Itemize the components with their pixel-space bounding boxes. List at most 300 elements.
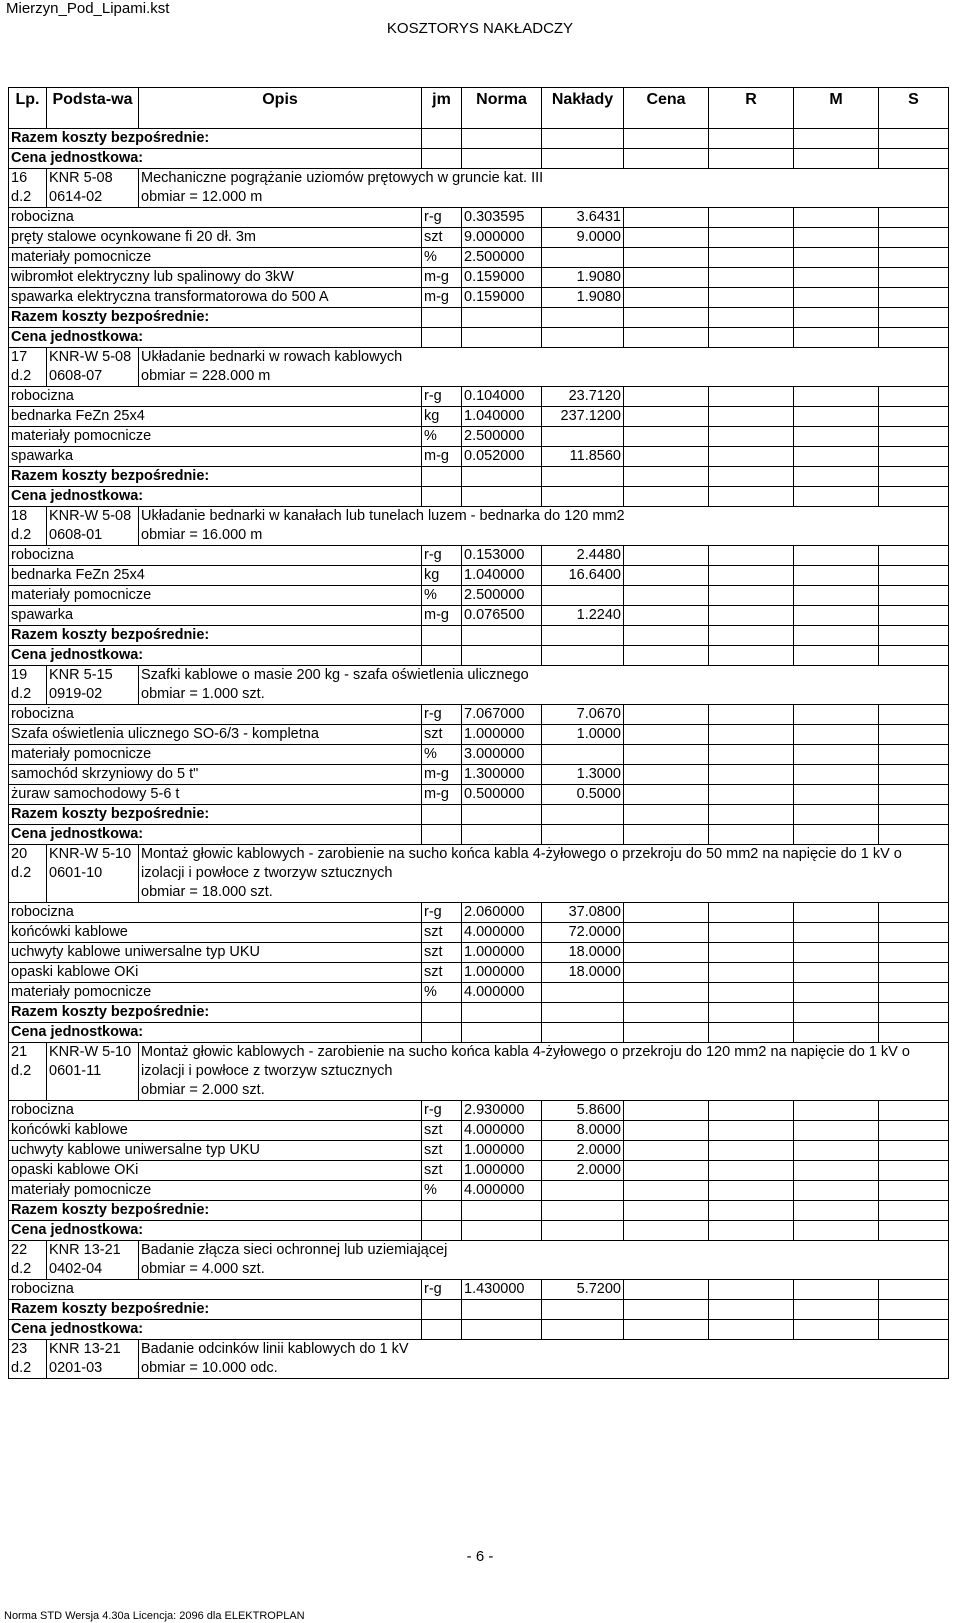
position-description <box>139 1241 949 1280</box>
empty-cell <box>794 1181 879 1201</box>
resource-unit: r-g <box>422 208 462 228</box>
resource-unit: r-g <box>422 903 462 923</box>
empty-cell <box>624 288 709 308</box>
empty-cell <box>624 705 709 725</box>
empty-cell <box>624 606 709 626</box>
empty-cell <box>794 943 879 963</box>
resource-row <box>9 268 949 288</box>
resource-name: żuraw samochodowy 5-6 t <box>9 785 422 805</box>
resource-amount: 9.0000 <box>542 228 624 248</box>
empty-cell <box>709 1161 794 1181</box>
position-lp: 23 d.2 <box>9 1340 47 1379</box>
empty-cell <box>709 149 794 169</box>
empty-cell <box>542 646 624 666</box>
resource-unit: kg <box>422 407 462 427</box>
position-row <box>9 1241 949 1280</box>
empty-cell <box>794 487 879 507</box>
summary-row <box>9 1003 949 1023</box>
resource-unit: r-g <box>422 1280 462 1300</box>
description-text: Układanie bednarki w rowach kablowych <box>141 349 403 365</box>
empty-cell <box>542 308 624 328</box>
summary-row <box>9 626 949 646</box>
empty-cell <box>794 546 879 566</box>
resource-amount: 11.8560 <box>542 447 624 467</box>
position-basis: KNR 5-08 0614-02 <box>47 169 139 208</box>
position-basis: KNR-W 5-08 0608-01 <box>47 507 139 546</box>
empty-cell <box>794 983 879 1003</box>
empty-cell <box>624 903 709 923</box>
empty-cell <box>542 1201 624 1221</box>
empty-cell <box>709 903 794 923</box>
resource-norm: 4.000000 <box>462 1181 542 1201</box>
resource-row <box>9 745 949 765</box>
description-text: Montaż głowic kablowych - zarobienie na sucho końca kabla 4-żyłowego o przekroju do 50 mm2 na napięcie do 1 kV o izolacji i powłoce z tworzyw sztucznych <box>141 846 902 881</box>
empty-cell <box>794 1300 879 1320</box>
resource-row <box>9 606 949 626</box>
table-body <box>9 129 949 1379</box>
resource-name: robocizna <box>9 546 422 566</box>
resource-name: robocizna <box>9 1101 422 1121</box>
empty-cell <box>462 328 542 348</box>
summary-label: Cena jednostkowa: <box>9 1320 422 1340</box>
col-s: S <box>879 88 949 129</box>
empty-cell <box>794 765 879 785</box>
empty-cell <box>422 1023 462 1043</box>
empty-cell <box>794 705 879 725</box>
empty-cell <box>624 407 709 427</box>
resource-name: pręty stalowe ocynkowane fi 20 dł. 3m <box>9 228 422 248</box>
empty-cell <box>794 248 879 268</box>
resource-row <box>9 1101 949 1121</box>
empty-cell <box>794 149 879 169</box>
resource-norm: 1.000000 <box>462 1161 542 1181</box>
summary-row <box>9 328 949 348</box>
empty-cell <box>709 983 794 1003</box>
empty-cell <box>624 1320 709 1340</box>
summary-label: Razem koszty bezpośrednie: <box>9 467 422 487</box>
resource-row <box>9 923 949 943</box>
description-text: Badanie odcinków linii kablowych do 1 kV <box>141 1341 409 1357</box>
empty-cell <box>624 1141 709 1161</box>
resource-amount: 2.4480 <box>542 546 624 566</box>
resource-norm: 2.500000 <box>462 586 542 606</box>
empty-cell <box>624 427 709 447</box>
position-row <box>9 666 949 705</box>
resource-unit: szt <box>422 1121 462 1141</box>
position-lp: 20 d.2 <box>9 845 47 903</box>
empty-cell <box>624 586 709 606</box>
empty-cell <box>624 308 709 328</box>
empty-cell <box>462 646 542 666</box>
empty-cell <box>709 208 794 228</box>
empty-cell <box>794 566 879 586</box>
resource-norm: 7.067000 <box>462 705 542 725</box>
resource-row <box>9 427 949 447</box>
summary-label: Razem koszty bezpośrednie: <box>9 308 422 328</box>
empty-cell <box>709 546 794 566</box>
empty-cell <box>709 1201 794 1221</box>
empty-cell <box>709 705 794 725</box>
quantity-text: obmiar = 12.000 m <box>141 189 263 205</box>
resource-norm: 4.000000 <box>462 923 542 943</box>
description-text: Montaż głowic kablowych - zarobienie na sucho końca kabla 4-żyłowego o przekroju do 120 mm2 na napięcie do 1 kV o izolacji i powłoce z tworzyw sztucznych <box>141 1044 910 1079</box>
resource-unit: % <box>422 427 462 447</box>
resource-amount: 1.3000 <box>542 765 624 785</box>
quantity-text: obmiar = 1.000 szt. <box>141 686 265 702</box>
position-description <box>139 1043 949 1101</box>
resource-row <box>9 963 949 983</box>
position-basis: KNR 13-21 0402-04 <box>47 1241 139 1280</box>
empty-cell <box>879 407 949 427</box>
empty-cell <box>879 705 949 725</box>
position-description <box>139 845 949 903</box>
resource-name: robocizna <box>9 387 422 407</box>
resource-norm: 9.000000 <box>462 228 542 248</box>
col-jm: jm <box>422 88 462 129</box>
empty-cell <box>794 1121 879 1141</box>
resource-norm: 1.000000 <box>462 725 542 745</box>
resource-row <box>9 566 949 586</box>
resource-unit: m-g <box>422 606 462 626</box>
empty-cell <box>624 129 709 149</box>
summary-label: Cena jednostkowa: <box>9 825 422 845</box>
resource-unit: szt <box>422 1141 462 1161</box>
empty-cell <box>422 129 462 149</box>
empty-cell <box>462 487 542 507</box>
summary-label: Cena jednostkowa: <box>9 149 422 169</box>
file-name: Mierzyn_Pod_Lipami.kst <box>6 0 170 17</box>
empty-cell <box>462 1320 542 1340</box>
empty-cell <box>879 467 949 487</box>
empty-cell <box>794 1141 879 1161</box>
resource-amount: 237.1200 <box>542 407 624 427</box>
empty-cell <box>879 288 949 308</box>
empty-cell <box>422 1201 462 1221</box>
empty-cell <box>879 1221 949 1241</box>
empty-cell <box>542 149 624 169</box>
empty-cell <box>624 248 709 268</box>
license-note: Norma STD Wersja 4.30a Licencja: 2096 dla ELEKTROPLAN <box>4 1610 305 1622</box>
resource-name: opaski kablowe OKi <box>9 1161 422 1181</box>
empty-cell <box>794 1101 879 1121</box>
summary-label: Razem koszty bezpośrednie: <box>9 1300 422 1320</box>
resource-row <box>9 1161 949 1181</box>
empty-cell <box>624 328 709 348</box>
empty-cell <box>624 487 709 507</box>
empty-cell <box>879 546 949 566</box>
empty-cell <box>542 1300 624 1320</box>
position-description <box>139 666 949 705</box>
position-basis: KNR 13-21 0201-03 <box>47 1340 139 1379</box>
resource-unit: szt <box>422 228 462 248</box>
position-row <box>9 169 949 208</box>
empty-cell <box>624 228 709 248</box>
empty-cell <box>624 1121 709 1141</box>
empty-cell <box>879 1320 949 1340</box>
col-podstawa: Podsta-wa <box>47 88 139 129</box>
resource-row <box>9 208 949 228</box>
resource-unit: kg <box>422 566 462 586</box>
empty-cell <box>879 308 949 328</box>
empty-cell <box>542 129 624 149</box>
empty-cell <box>879 646 949 666</box>
empty-cell <box>624 745 709 765</box>
position-lp: 17 d.2 <box>9 348 47 387</box>
empty-cell <box>794 308 879 328</box>
resource-name: samochód skrzyniowy do 5 t" <box>9 765 422 785</box>
empty-cell <box>709 447 794 467</box>
empty-cell <box>422 626 462 646</box>
col-opis: Opis <box>139 88 422 129</box>
empty-cell <box>709 1221 794 1241</box>
quantity-text: obmiar = 4.000 szt. <box>141 1261 265 1277</box>
empty-cell <box>794 1280 879 1300</box>
summary-row <box>9 1023 949 1043</box>
position-basis: KNR-W 5-08 0608-07 <box>47 348 139 387</box>
resource-name: Szafa oświetlenia ulicznego SO-6/3 - kompletna <box>9 725 422 745</box>
position-description <box>139 1340 949 1379</box>
resource-amount: 2.0000 <box>542 1161 624 1181</box>
empty-cell <box>879 963 949 983</box>
resource-unit: % <box>422 983 462 1003</box>
empty-cell <box>879 248 949 268</box>
empty-cell <box>879 903 949 923</box>
col-cena: Cena <box>624 88 709 129</box>
resource-norm: 1.040000 <box>462 566 542 586</box>
empty-cell <box>709 387 794 407</box>
resource-unit: r-g <box>422 705 462 725</box>
empty-cell <box>794 387 879 407</box>
resource-norm: 1.000000 <box>462 1141 542 1161</box>
resource-row <box>9 785 949 805</box>
position-lp: 18 d.2 <box>9 507 47 546</box>
resource-amount: 3.6431 <box>542 208 624 228</box>
empty-cell <box>709 805 794 825</box>
resource-amount <box>542 745 624 765</box>
empty-cell <box>794 626 879 646</box>
resource-amount <box>542 983 624 1003</box>
empty-cell <box>624 387 709 407</box>
resource-name: materiały pomocnicze <box>9 427 422 447</box>
resource-amount: 1.9080 <box>542 288 624 308</box>
empty-cell <box>879 943 949 963</box>
empty-cell <box>462 467 542 487</box>
empty-cell <box>624 1181 709 1201</box>
position-lp: 22 d.2 <box>9 1241 47 1280</box>
resource-amount <box>542 1181 624 1201</box>
empty-cell <box>709 288 794 308</box>
empty-cell <box>422 1003 462 1023</box>
resource-name: końcówki kablowe <box>9 923 422 943</box>
empty-cell <box>709 248 794 268</box>
empty-cell <box>462 1300 542 1320</box>
summary-row <box>9 1300 949 1320</box>
empty-cell <box>879 328 949 348</box>
empty-cell <box>624 805 709 825</box>
resource-unit: szt <box>422 923 462 943</box>
resource-unit: m-g <box>422 288 462 308</box>
empty-cell <box>879 129 949 149</box>
empty-cell <box>879 983 949 1003</box>
resource-name: materiały pomocnicze <box>9 983 422 1003</box>
empty-cell <box>624 467 709 487</box>
resource-amount: 1.0000 <box>542 725 624 745</box>
summary-row <box>9 646 949 666</box>
resource-row <box>9 725 949 745</box>
empty-cell <box>542 805 624 825</box>
resource-name: robocizna <box>9 705 422 725</box>
position-row <box>9 845 949 903</box>
empty-cell <box>709 825 794 845</box>
empty-cell <box>624 923 709 943</box>
empty-cell <box>709 725 794 745</box>
summary-row <box>9 1221 949 1241</box>
resource-name: robocizna <box>9 903 422 923</box>
empty-cell <box>794 1023 879 1043</box>
empty-cell <box>794 228 879 248</box>
empty-cell <box>794 1161 879 1181</box>
resource-name: spawarka <box>9 447 422 467</box>
resource-norm: 4.000000 <box>462 1121 542 1141</box>
resource-amount: 16.6400 <box>542 566 624 586</box>
empty-cell <box>624 646 709 666</box>
resource-unit: r-g <box>422 546 462 566</box>
empty-cell <box>624 149 709 169</box>
resource-unit: m-g <box>422 785 462 805</box>
empty-cell <box>709 427 794 447</box>
empty-cell <box>794 427 879 447</box>
empty-cell <box>709 487 794 507</box>
empty-cell <box>709 626 794 646</box>
empty-cell <box>422 646 462 666</box>
resource-row <box>9 943 949 963</box>
empty-cell <box>709 129 794 149</box>
resource-amount <box>542 248 624 268</box>
resource-norm: 0.153000 <box>462 546 542 566</box>
resource-norm: 1.000000 <box>462 943 542 963</box>
resource-norm: 0.159000 <box>462 268 542 288</box>
resource-unit: m-g <box>422 765 462 785</box>
empty-cell <box>879 765 949 785</box>
resource-norm: 2.930000 <box>462 1101 542 1121</box>
summary-label: Razem koszty bezpośrednie: <box>9 1003 422 1023</box>
position-basis: KNR-W 5-10 0601-10 <box>47 845 139 903</box>
empty-cell <box>709 586 794 606</box>
resource-unit: szt <box>422 943 462 963</box>
empty-cell <box>879 725 949 745</box>
resource-norm: 1.000000 <box>462 963 542 983</box>
resource-name: materiały pomocnicze <box>9 586 422 606</box>
empty-cell <box>794 646 879 666</box>
col-naklady: Nakłady <box>542 88 624 129</box>
empty-cell <box>624 1003 709 1023</box>
empty-cell <box>879 1201 949 1221</box>
empty-cell <box>422 149 462 169</box>
empty-cell <box>709 308 794 328</box>
resource-norm: 2.500000 <box>462 248 542 268</box>
empty-cell <box>794 903 879 923</box>
empty-cell <box>462 805 542 825</box>
page-number: - 6 - <box>466 1548 494 1565</box>
empty-cell <box>462 1201 542 1221</box>
resource-name: bednarka FeZn 25x4 <box>9 566 422 586</box>
empty-cell <box>624 1023 709 1043</box>
resource-amount: 23.7120 <box>542 387 624 407</box>
resource-name: uchwyty kablowe uniwersalne typ UKU <box>9 1141 422 1161</box>
empty-cell <box>462 1023 542 1043</box>
col-lp: Lp. <box>9 88 47 129</box>
resource-amount <box>542 427 624 447</box>
empty-cell <box>624 943 709 963</box>
empty-cell <box>624 546 709 566</box>
resource-row <box>9 1121 949 1141</box>
empty-cell <box>624 963 709 983</box>
resource-row <box>9 387 949 407</box>
empty-cell <box>422 308 462 328</box>
empty-cell <box>709 1300 794 1320</box>
resource-unit: szt <box>422 963 462 983</box>
empty-cell <box>462 129 542 149</box>
empty-cell <box>794 208 879 228</box>
empty-cell <box>879 228 949 248</box>
summary-row <box>9 308 949 328</box>
document-title: KOSZTORYS NAKŁADCZY <box>386 20 574 37</box>
resource-name: końcówki kablowe <box>9 1121 422 1141</box>
resource-row <box>9 903 949 923</box>
resource-norm: 3.000000 <box>462 745 542 765</box>
quantity-text: obmiar = 2.000 szt. <box>141 1082 265 1098</box>
empty-cell <box>624 1161 709 1181</box>
empty-cell <box>422 1300 462 1320</box>
resource-norm: 0.052000 <box>462 447 542 467</box>
empty-cell <box>624 785 709 805</box>
empty-cell <box>794 923 879 943</box>
resource-name: wibromłot elektryczny lub spalinowy do 3kW <box>9 268 422 288</box>
empty-cell <box>794 586 879 606</box>
empty-cell <box>462 825 542 845</box>
empty-cell <box>794 606 879 626</box>
empty-cell <box>794 805 879 825</box>
empty-cell <box>709 943 794 963</box>
empty-cell <box>462 149 542 169</box>
empty-cell <box>879 1003 949 1023</box>
empty-cell <box>879 805 949 825</box>
resource-unit: szt <box>422 1161 462 1181</box>
empty-cell <box>709 407 794 427</box>
resource-name: opaski kablowe OKi <box>9 963 422 983</box>
empty-cell <box>624 1101 709 1121</box>
empty-cell <box>794 407 879 427</box>
empty-cell <box>709 646 794 666</box>
empty-cell <box>709 963 794 983</box>
resource-row <box>9 765 949 785</box>
empty-cell <box>879 427 949 447</box>
empty-cell <box>624 208 709 228</box>
resource-name: robocizna <box>9 208 422 228</box>
summary-label: Cena jednostkowa: <box>9 646 422 666</box>
empty-cell <box>624 983 709 1003</box>
empty-cell <box>879 566 949 586</box>
resource-name: materiały pomocnicze <box>9 745 422 765</box>
empty-cell <box>709 745 794 765</box>
resource-amount: 7.0670 <box>542 705 624 725</box>
summary-label: Cena jednostkowa: <box>9 328 422 348</box>
resource-norm: 0.500000 <box>462 785 542 805</box>
empty-cell <box>709 923 794 943</box>
position-row <box>9 1340 949 1379</box>
resource-row <box>9 1141 949 1161</box>
resource-norm: 4.000000 <box>462 983 542 1003</box>
